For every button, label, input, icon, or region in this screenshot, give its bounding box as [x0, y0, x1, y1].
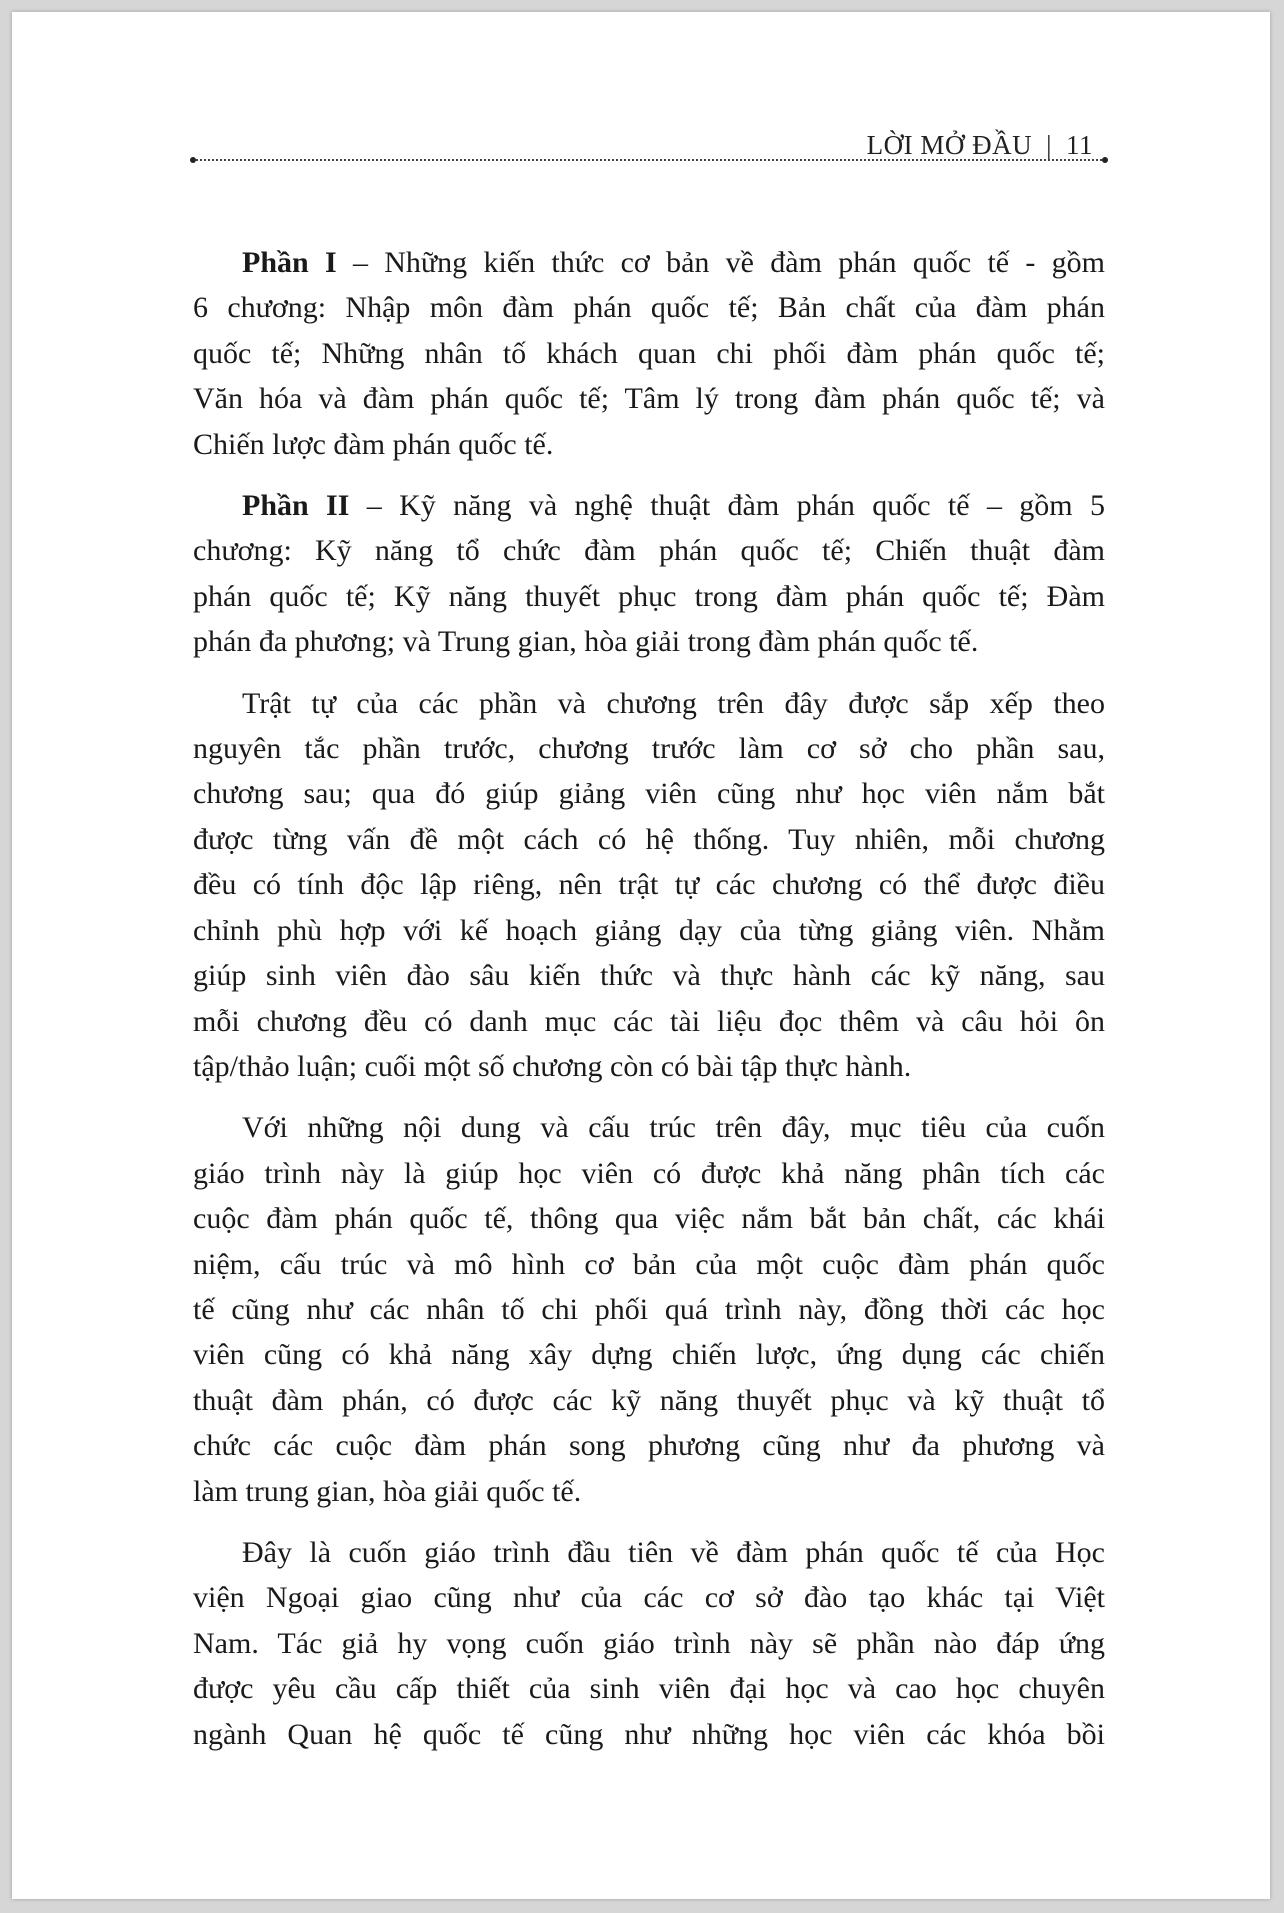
line-text: viên cũng có khả năng xây dựng chiến lược, ứng dụng các chiến — [193, 1338, 1105, 1372]
line-text: niệm, cấu trúc và mô hình cơ bản của một cuộc đàm phán quốc — [193, 1247, 1105, 1281]
line-text: thuật đàm phán, có được các kỹ năng thuyết phục và kỹ thuật tổ — [193, 1383, 1105, 1417]
paragraph — [193, 240, 1105, 467]
page-number: 11 — [1066, 130, 1093, 160]
line-text: Đây là cuốn giáo trình đầu tiên về đàm phán quốc tế của Học — [242, 1535, 1105, 1569]
line-text: tập/thảo luận; cuối một số chương còn có bài tập thực hành. — [193, 1049, 912, 1083]
text-line — [193, 483, 1105, 528]
text-line — [193, 817, 1105, 862]
line-text: nguyên tắc phần trước, chương trước làm cơ sở cho phần sau, — [193, 732, 1105, 766]
line-text: đều có tính độc lập riêng, nên trật tự các chương có thể được điều — [193, 868, 1105, 902]
line-text: phán đa phương; và Trung gian, hòa giải trong đàm phán quốc tế. — [193, 625, 979, 659]
text-line — [193, 1530, 1105, 1575]
line-text: Chiến lược đàm phán quốc tế. — [193, 427, 554, 461]
part-label: Phần II — [242, 489, 350, 523]
line-text: chức các cuộc đàm phán song phương cũng như đa phương và — [193, 1429, 1105, 1463]
text-line — [193, 422, 1105, 467]
header-separator: | — [1046, 130, 1052, 160]
text-line — [193, 285, 1105, 330]
line-text: mỗi chương đều có danh mục các tài liệu đọc thêm và câu hỏi ôn — [193, 1004, 1105, 1038]
line-text: chương: Kỹ năng tổ chức đàm phán quốc tế; Chiến thuật đàm — [193, 534, 1105, 568]
book-page — [12, 12, 1270, 1899]
text-line — [193, 862, 1105, 907]
text-line — [193, 908, 1105, 953]
text-line — [193, 1712, 1105, 1757]
line-text: chỉnh phù hợp với kế hoạch giảng dạy của từng giảng viên. Nhằm — [193, 913, 1105, 947]
text-line — [193, 1621, 1105, 1666]
line-text: quốc tế; Những nhân tố khách quan chi phối đàm phán quốc tế; — [193, 336, 1105, 370]
line-text: phán quốc tế; Kỹ năng thuyết phục trong đàm phán quốc tế; Đàm — [193, 579, 1105, 613]
text-line — [193, 1242, 1105, 1287]
paragraph — [193, 681, 1105, 1090]
paragraph — [193, 1105, 1105, 1514]
line-text: chương sau; qua đó giúp giảng viên cũng như học viên nắm bắt — [193, 777, 1105, 811]
line-text: Văn hóa và đàm phán quốc tế; Tâm lý trong đàm phán quốc tế; và — [193, 382, 1105, 416]
line-text: – Kỹ năng và nghệ thuật đàm phán quốc tế – gồm 5 — [349, 489, 1106, 523]
line-text: giúp sinh viên đào sâu kiến thức và thực hành các kỹ năng, sau — [193, 959, 1105, 993]
text-line — [193, 240, 1105, 285]
line-text: cuộc đàm phán quốc tế, thông qua việc nắm bắt bản chất, các khái — [193, 1202, 1105, 1236]
line-text: được từng vấn đề một cách có hệ thống. Tuy nhiên, mỗi chương — [193, 822, 1105, 856]
text-line — [193, 1469, 1105, 1514]
text-line — [193, 726, 1105, 771]
line-text: ngành Quan hệ quốc tế cũng như những học viên các khóa bồi — [193, 1717, 1105, 1751]
line-text: Nam. Tác giả hy vọng cuốn giáo trình này sẽ phần nào đáp ứng — [193, 1626, 1105, 1660]
line-text: làm trung gian, hòa giải quốc tế. — [193, 1474, 582, 1508]
paragraph — [193, 1530, 1105, 1757]
text-line — [193, 574, 1105, 619]
text-line — [193, 619, 1105, 664]
paragraph — [193, 483, 1105, 665]
text-line — [193, 1151, 1105, 1196]
text-line — [193, 331, 1105, 376]
line-text: giáo trình này là giúp học viên có được khả năng phân tích các — [193, 1156, 1105, 1190]
part-label: Phần I — [242, 246, 337, 279]
text-line — [193, 1196, 1105, 1241]
text-line — [193, 771, 1105, 816]
line-text: được yêu cầu cấp thiết của sinh viên đại học và cao học chuyên — [193, 1672, 1105, 1706]
line-text: Trật tự của các phần và chương trên đây được sắp xếp theo — [242, 686, 1105, 720]
line-text: Với những nội dung và cấu trúc trên đây, mục tiêu của cuốn — [242, 1111, 1105, 1145]
text-line — [193, 1378, 1105, 1423]
text-line — [193, 1423, 1105, 1468]
line-text: 6 chương: Nhập môn đàm phán quốc tế; Bản chất của đàm phán — [193, 291, 1105, 325]
text-line — [193, 1332, 1105, 1377]
chapter-title: LỜI MỞ ĐẦU — [866, 130, 1033, 160]
body-text — [193, 240, 1105, 1773]
text-line — [193, 1105, 1105, 1150]
text-line — [193, 1666, 1105, 1711]
text-line — [193, 999, 1105, 1044]
line-text: viện Ngoại giao cũng như của các cơ sở đào tạo khác tại Việt — [193, 1581, 1105, 1615]
running-header — [867, 130, 1093, 161]
text-line — [193, 1044, 1105, 1089]
header-dotted-rule — [193, 159, 1105, 161]
text-line — [193, 376, 1105, 421]
text-line — [193, 1287, 1105, 1332]
line-text: – Những kiến thức cơ bản về đàm phán quốc tế - gồm — [336, 246, 1105, 279]
text-line — [193, 528, 1105, 573]
text-line — [193, 681, 1105, 726]
text-line — [193, 1575, 1105, 1620]
line-text: tế cũng như các nhân tố chi phối quá trình này, đồng thời các học — [193, 1292, 1105, 1326]
text-line — [193, 953, 1105, 998]
